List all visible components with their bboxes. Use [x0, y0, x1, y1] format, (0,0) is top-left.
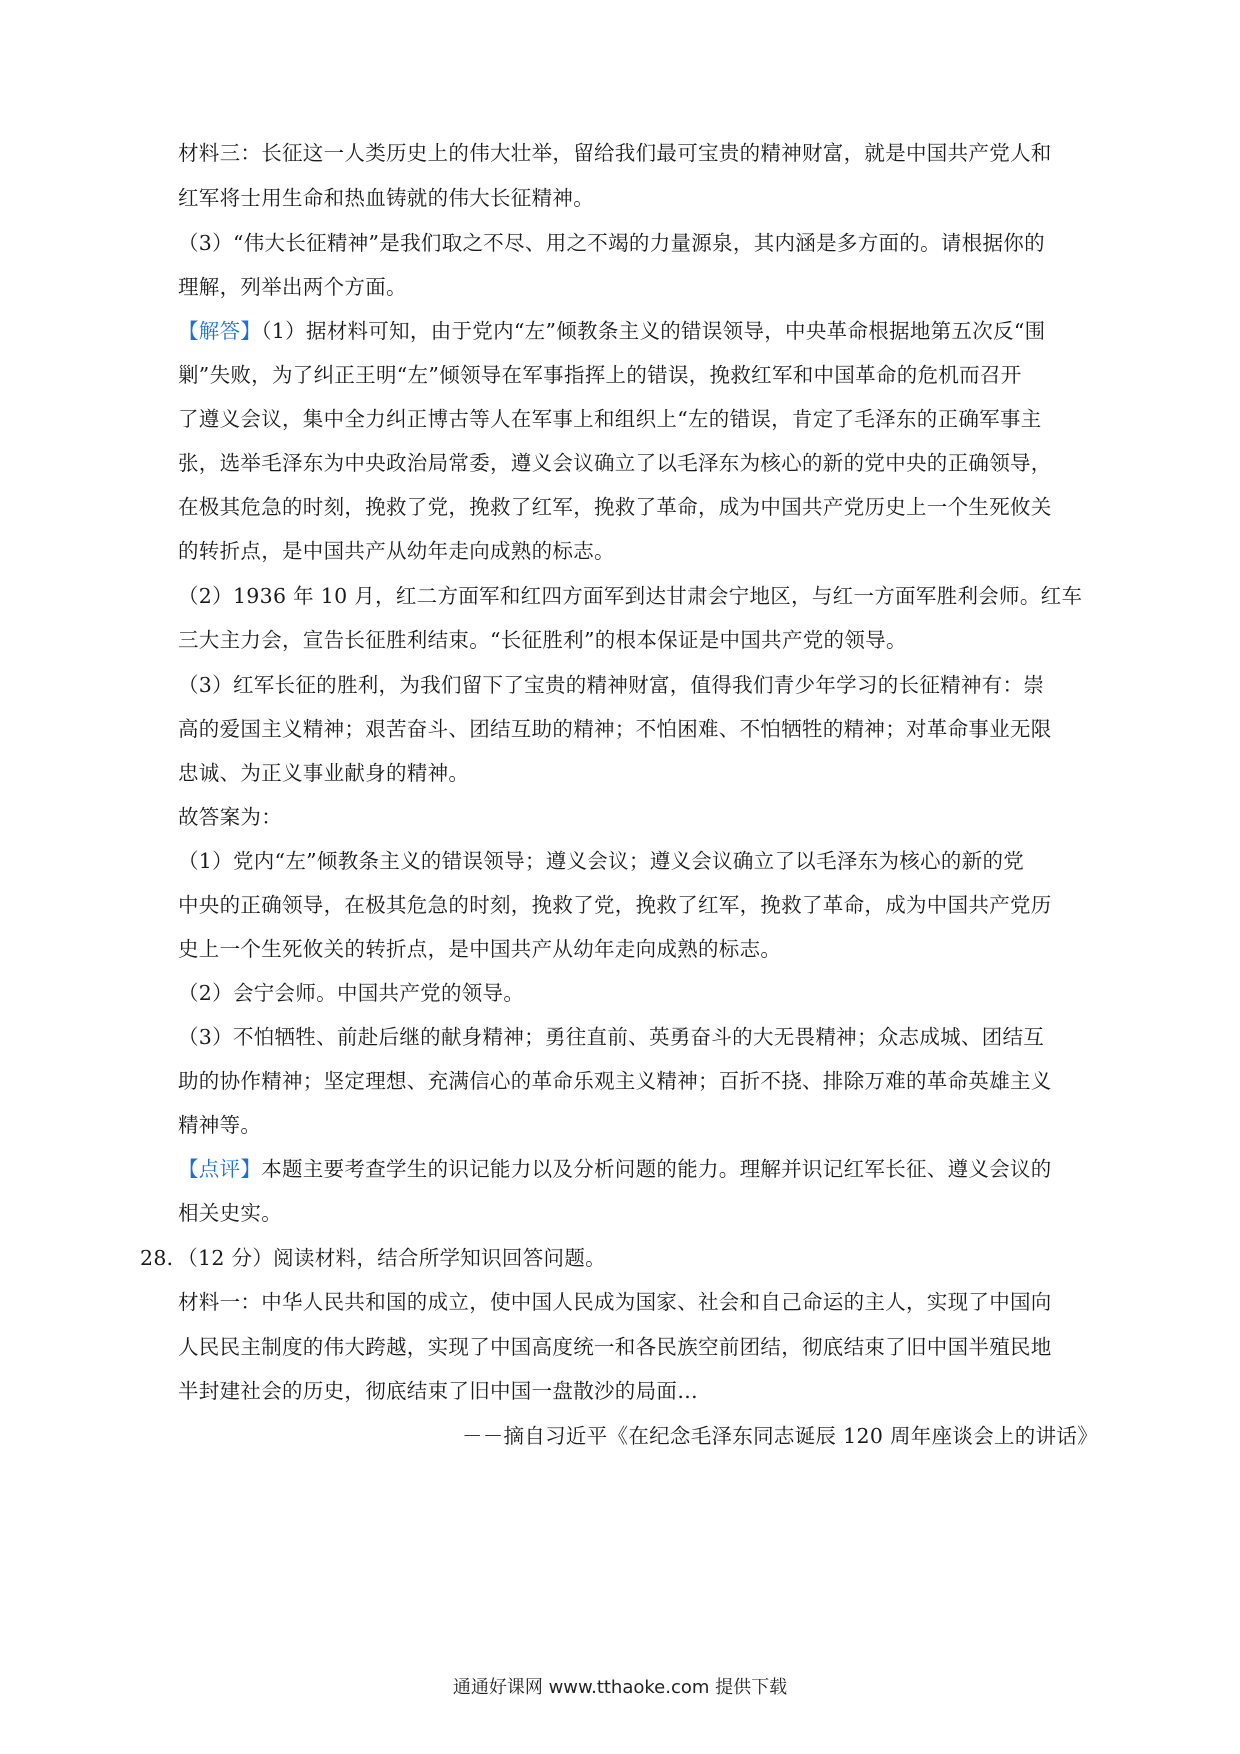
text-line: 相关史实。 — [178, 1201, 282, 1225]
text-line: （3）红军长征的胜利，为我们留下了宝贵的精神财富，值得我们青少年学习的长征精神有：崇 — [178, 673, 1045, 697]
text-line: 材料三：长征这一人类历史上的伟大壮举，留给我们最可宝贵的精神财富，就是中国共产党人和 — [178, 141, 1052, 165]
text-line: （3）不怕牺牲、前赴后继的献身精神；勇往直前、英勇奋斗的大无畏精神；众志成城、团结互 — [178, 1025, 1045, 1049]
text-line: 助的协作精神；坚定理想、充满信心的革命乐观主义精神；百折不挠、排除万难的革命英雄主义 — [178, 1069, 1052, 1093]
text-line: 中央的正确领导，在极其危急的时刻，挽救了党，挽救了红军，挽救了革命，成为中国共产党历 — [178, 893, 1052, 917]
text-line: 人民民主制度的伟大跨越，实现了中国高度统一和各民族空前团结，彻底结束了旧中国半殖民地 — [178, 1335, 1052, 1359]
text-line: 的转折点，是中国共产从幼年走向成熟的标志。 — [178, 539, 615, 563]
page-footer: 通通好课网 www.tthaoke.com 提供下载 — [452, 1677, 788, 1698]
text-line: 了遵义会议，集中全力纠正博古等人在军事上和组织上“左的错误，肯定了毛泽东的正确军事主 — [178, 407, 1042, 431]
text-line: 剿”失败，为了纠正王明“左”倾领导在军事指挥上的错误，挽救红军和中国革命的危机而召开 — [178, 363, 1022, 387]
citation-line: －－摘自习近平《在纪念毛泽东同志诞辰 120 周年座谈会上的讲话》 — [461, 1424, 1098, 1448]
text-line: 红军将士用生命和热血铸就的伟大长征精神。 — [178, 186, 594, 210]
answer-text: （1）据材料可知，由于党内“左”倾教条主义的错误领导，中央革命根据地第五次反“围 — [261, 319, 1046, 343]
text-line: （2）会宁会师。中国共产党的领导。 — [178, 981, 525, 1005]
comment-line — [178, 1155, 1098, 1183]
material-1-line: 材料一：中华人民共和国的成立，使中国人民成为国家、社会和自己命运的主人，实现了中国向 — [178, 1290, 1052, 1314]
text-line: 高的爱国主义精神；艰苦奋斗、团结互助的精神；不怕困难、不怕牺牲的精神；对革命事业无限 — [178, 717, 1052, 741]
comment-text: 本题主要考查学生的识记能力以及分析问题的能力。理解并识记红军长征、遵义会议的 — [261, 1157, 1052, 1181]
text-line: （2）1936 年 10 月，红二方面军和红四方面军到达甘肃会宁地区，与红一方面军胜利会师。红车 — [178, 584, 1083, 608]
question-28-title: 28．（12 分）阅读材料，结合所学知识回答问题。 — [140, 1246, 606, 1270]
text-line: （1）党内“左”倾教条主义的错误领导；遵义会议；遵义会议确立了以毛泽东为核心的新的党 — [178, 849, 1025, 873]
answer-line — [178, 317, 1098, 345]
comment-tag: 【点评】 — [178, 1157, 262, 1181]
text-line: 在极其危急的时刻，挽救了党，挽救了红军，挽救了革命，成为中国共产党历史上一个生死攸关 — [178, 495, 1052, 519]
text-line: 忠诚、为正义事业献身的精神。 — [178, 761, 470, 785]
question-3-line: （3）“伟大长征精神”是我们取之不尽、用之不竭的力量源泉，其内涵是多方面的。请根据你的 — [178, 231, 1045, 255]
text-line: 史上一个生死攸关的转折点，是中国共产从幼年走向成熟的标志。 — [178, 937, 782, 961]
text-line: 理解，列举出两个方面。 — [178, 275, 407, 299]
text-line: 三大主力会，宣告长征胜利结束。“长征胜利”的根本保证是中国共产党的领导。 — [178, 628, 907, 652]
text-line: 张，选举毛泽东为中央政治局常委，遵义会议确立了以毛泽东为核心的新的党中央的正确领导， — [178, 451, 1052, 475]
text-line: 精神等。 — [178, 1113, 262, 1137]
text-line: 半封建社会的历史，彻底结束了旧中国一盘散沙的局面… — [178, 1379, 698, 1403]
text-line: 故答案为： — [178, 805, 282, 829]
answer-tag: 【解答】 — [178, 319, 262, 343]
